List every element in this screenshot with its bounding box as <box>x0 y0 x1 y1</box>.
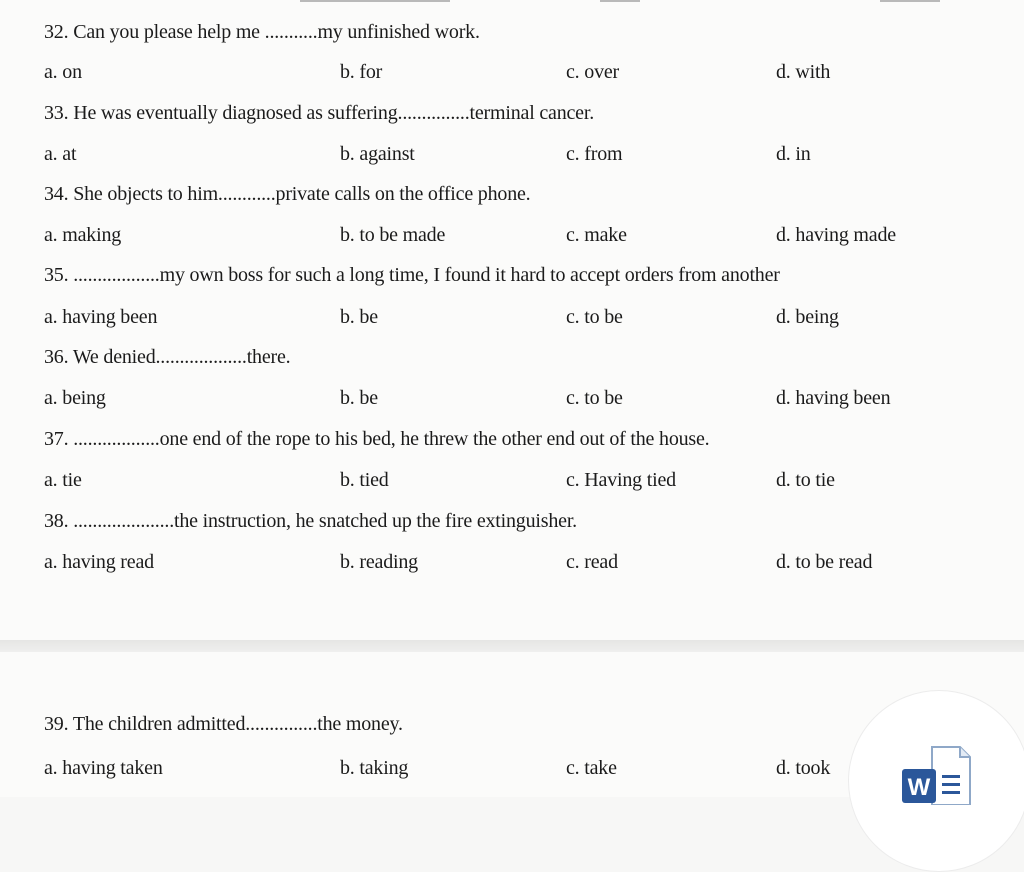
question-38: 38. .....................the instruction, he snatched up the fire extinguisher. <box>44 510 577 532</box>
option-35-a: a. having been <box>44 306 158 328</box>
question-39: 39. The children admitted...............the money. <box>44 713 403 735</box>
option-35-b: b. be <box>340 306 378 328</box>
option-39-b: b. taking <box>340 757 409 779</box>
option-39-d: d. took <box>776 757 831 779</box>
option-37-b: b. tied <box>340 469 389 491</box>
option-34-c: c. make <box>566 224 627 246</box>
option-33-d: d. in <box>776 143 811 165</box>
option-32-d: d. with <box>776 61 831 83</box>
option-33-b: b. against <box>340 143 415 165</box>
word-letter: W <box>907 774 931 801</box>
top-divider <box>0 0 1024 2</box>
question-35: 35. ..................my own boss for such a long time, I found it hard to accept orders from another <box>44 264 780 286</box>
option-38-a: a. having read <box>44 551 154 573</box>
option-37-a: a. tie <box>44 469 82 491</box>
option-34-b: b. to be made <box>340 224 446 246</box>
option-37-c: c. Having tied <box>566 469 676 491</box>
option-36-d: d. having been <box>776 387 891 409</box>
question-32: 32. Can you please help me ...........my unfinished work. <box>44 21 480 43</box>
option-36-b: b. be <box>340 387 378 409</box>
option-32-c: c. over <box>566 61 620 83</box>
option-39-a: a. having taken <box>44 757 163 779</box>
option-37-d: d. to tie <box>776 469 835 491</box>
word-document-icon[interactable] <box>902 745 972 805</box>
option-35-d: d. being <box>776 306 839 328</box>
option-32-a: a. on <box>44 61 82 83</box>
option-35-c: c. to be <box>566 306 623 328</box>
question-36: 36. We denied...................there. <box>44 346 291 368</box>
option-38-d: d. to be read <box>776 551 873 573</box>
option-33-c: c. from <box>566 143 623 165</box>
option-36-a: a. being <box>44 387 106 409</box>
option-32-b: b. for <box>340 61 383 83</box>
page-break <box>0 640 1024 652</box>
option-39-c: c. take <box>566 757 617 779</box>
option-38-c: c. read <box>566 551 618 573</box>
option-36-c: c. to be <box>566 387 623 409</box>
question-37: 37. ..................one end of the rope to his bed, he threw the other end out of the house. <box>44 428 710 450</box>
option-34-a: a. making <box>44 224 122 246</box>
question-33: 33. He was eventually diagnosed as suffering...............terminal cancer. <box>44 102 595 124</box>
question-34: 34. She objects to him............private calls on the office phone. <box>44 183 531 205</box>
option-38-b: b. reading <box>340 551 418 573</box>
option-33-a: a. at <box>44 143 77 165</box>
option-34-d: d. having made <box>776 224 896 246</box>
